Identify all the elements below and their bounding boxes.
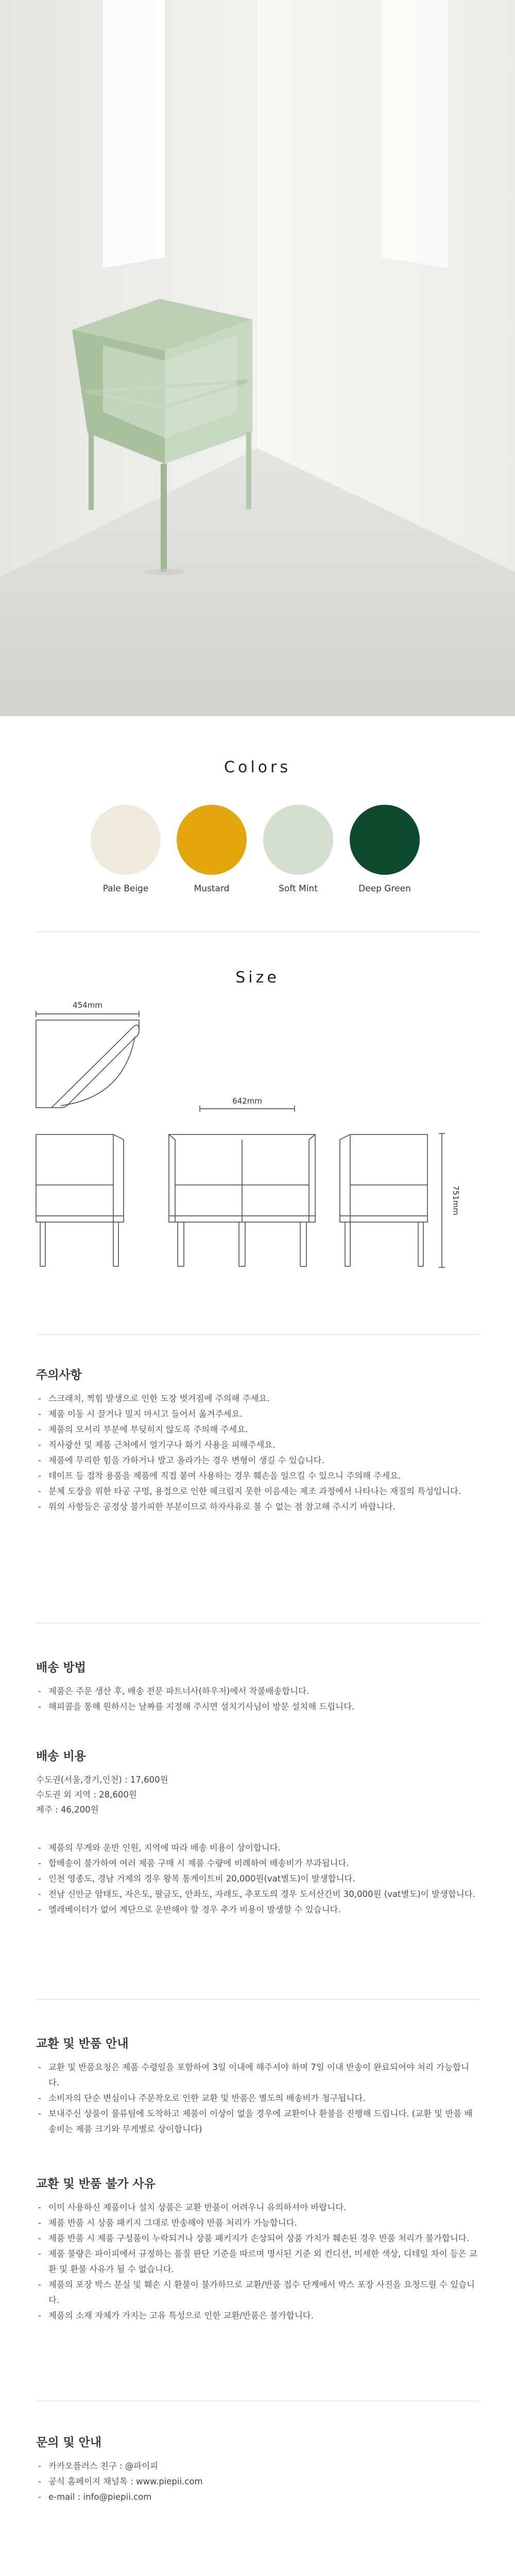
size-drawing — [0, 999, 515, 1453]
shipping-cost-rates — [36, 1772, 479, 1817]
list-item: - 제품 반품 시 제품 구성품이 누락되거나 상품 패키지가 손상되어 상품 가치가 훼손된 경우 반품 처리가 불가합니다. — [36, 2231, 479, 2246]
color-swatch-pale-beige — [91, 805, 161, 875]
height-dimension: 751mm — [451, 1185, 460, 1215]
list-item: - 제품 불량은 파이피에서 규정하는 품질 판단 기준을 따르며 명시된 기준 외 컨디션, 미세한 색상, 디테일 차이 등은 교환 및 환불 사유가 될 수 없습니다. — [36, 2246, 479, 2277]
list-item: - 엘레베이터가 없어 계단으로 운반해야 할 경우 추가 비용이 발생할 수 있습니다. — [36, 1902, 479, 1918]
contact-email: - e-mail : info@piepii.com — [36, 2489, 479, 2505]
list-item: - 인천 영종도, 경남 거제의 경우 왕복 통게이트비 20,000원(vat별도)이 발생합니다. — [36, 1871, 479, 1887]
color-swatch-deep-green — [350, 805, 420, 875]
list-item: - 이미 사용하신 제품이나 설치 상품은 교환 반품이 어려우니 유의하셔야 바랍니다. — [36, 2200, 479, 2215]
rate-line: 수도권 외 지역 : 28,600원 — [36, 1790, 137, 1800]
divider — [36, 1334, 479, 1335]
list-item: - 직사광선 및 제품 근처에서 열기구나 화기 사용을 피해주세요. — [36, 1437, 479, 1453]
list-item: - 테이프 등 접착 용품을 제품에 직접 붙여 사용하는 경우 훼손을 일으킬 수 있으니 주의해 주세요. — [36, 1468, 479, 1484]
color-label: Mustard — [194, 884, 230, 894]
notice-list — [36, 1391, 479, 1515]
list-item: - 보내주신 상품이 물류팀에 도착하고 제품이 이상이 없을 경우에 교환이나 환불을 진행해 드립니다. (교환 및 반품 배송비는 제품 크기와 무게별로 상이합니다) — [36, 2106, 479, 2137]
size-title: Size — [235, 969, 280, 987]
contact-kakao: - 카카오플러스 친구 : @파이피 — [36, 2459, 479, 2474]
color-label: Soft Mint — [279, 884, 318, 894]
list-item: - 제품 반품 시 상품 패키지 그대로 반송해야 반품 처리가 가능합니다. — [36, 2215, 479, 2231]
list-item: - 제품의 무게와 운반 인원, 지역에 따라 배송 비용이 상이합니다. — [36, 1840, 479, 1856]
width-dimension: 642mm — [232, 1096, 262, 1106]
rate-line: 제주 : 46,200원 — [36, 1805, 99, 1815]
list-item: - 제품의 모서리 부분에 부딪히지 않도록 주의해 주세요. — [36, 1422, 479, 1437]
color-swatch-mustard — [177, 805, 247, 875]
contact-list — [36, 2459, 479, 2505]
exchange-list — [36, 2060, 479, 2137]
rate-line: 수도권(서울,경기,인천) : 17,600원 — [36, 1775, 168, 1785]
depth-dimension: 454mm — [73, 1001, 102, 1010]
no-exchange-title: 교환 및 반품 불가 사유 — [36, 2177, 156, 2191]
list-item: - 제품 이동 시 끌거나 밀지 마시고 들어서 옮겨주세요. — [36, 1406, 479, 1422]
contact-homepage: - 공식 홈페이지 채널톡 : www.piepii.com — [36, 2474, 479, 2489]
contact-title: 문의 및 안내 — [36, 2436, 102, 2449]
list-item: - 제품에 무리한 힘을 가하거나 발고 올라가는 경우 변형이 생길 수 있습니다. — [36, 1453, 479, 1468]
shipping-list — [36, 1684, 479, 1715]
divider — [36, 931, 479, 932]
colors-title: Colors — [224, 758, 291, 776]
hero-product-photo — [0, 0, 515, 716]
list-item: - 분체 도장을 위한 타공 구멍, 용접으로 인한 헤크립지 못한 이음새는 제조 과정에서 나타나는 재질의 특성입니다. — [36, 1484, 479, 1499]
list-item: - 제품의 포장 박스 분실 및 훼손 시 환불이 불가하므로 교환/반품 접수 단계에서 박스 포장 사진을 요청드릴 수 있습니다. — [36, 2277, 479, 2308]
color-label: Pale Beige — [102, 884, 149, 894]
list-item: - 소비자의 단순 변심이나 주문착오로 인한 교환 및 반품은 별도의 배송비가 청구됩니다. — [36, 2091, 479, 2106]
list-item: - 교환 및 반품요청은 제품 수령일을 포함하여 3일 이내에 해주셔야 하며 7일 이내 반송이 완료되어야 처리 가능합니다. — [36, 2060, 479, 2091]
list-item: - 합배송이 불가하여 여러 제품 구매 시 제품 수량에 비례하여 배송비가 부과됩니다. — [36, 1856, 479, 1871]
color-label: Deep Green — [358, 884, 411, 894]
list-item: - 전남 신안군 암태도, 자은도, 팔금도, 안좌도, 자레도, 추포도의 경우 도서산간비 30,000원 (vat별도)이 발생합니다. — [36, 1887, 479, 1902]
exchange-title: 교환 및 반품 안내 — [36, 2037, 129, 2050]
notice-title: 주의사항 — [36, 1368, 82, 1382]
color-swatch-soft-mint — [263, 805, 333, 875]
list-item: - 제품의 소재 자체가 가지는 고유 특성으로 인한 교환/반품은 불가합니다. — [36, 2308, 479, 2324]
list-item: - 제품은 주문 생산 후, 배송 전문 파트너사(하우저)에서 착불배송합니다. — [36, 1684, 479, 1699]
shipping-cost-notes — [36, 1840, 479, 1918]
list-item: - 스크래치, 찍힘 발생으로 인한 도장 벗겨짐에 주의해 주세요. — [36, 1391, 479, 1406]
list-item: - 해피콜을 통해 원하시는 날짜를 지정해 주시면 설치기사님이 방문 설치해 드립니다. — [36, 1699, 479, 1715]
no-exchange-list — [36, 2200, 479, 2324]
shipping-title: 배송 방법 — [36, 1661, 86, 1674]
list-item: - 위의 사항들은 공정상 불가피한 부분이므로 하자사유로 볼 수 없는 점 참고해 주시기 바랍니다. — [36, 1499, 479, 1515]
shipping-cost-title: 배송 비용 — [36, 1750, 86, 1763]
